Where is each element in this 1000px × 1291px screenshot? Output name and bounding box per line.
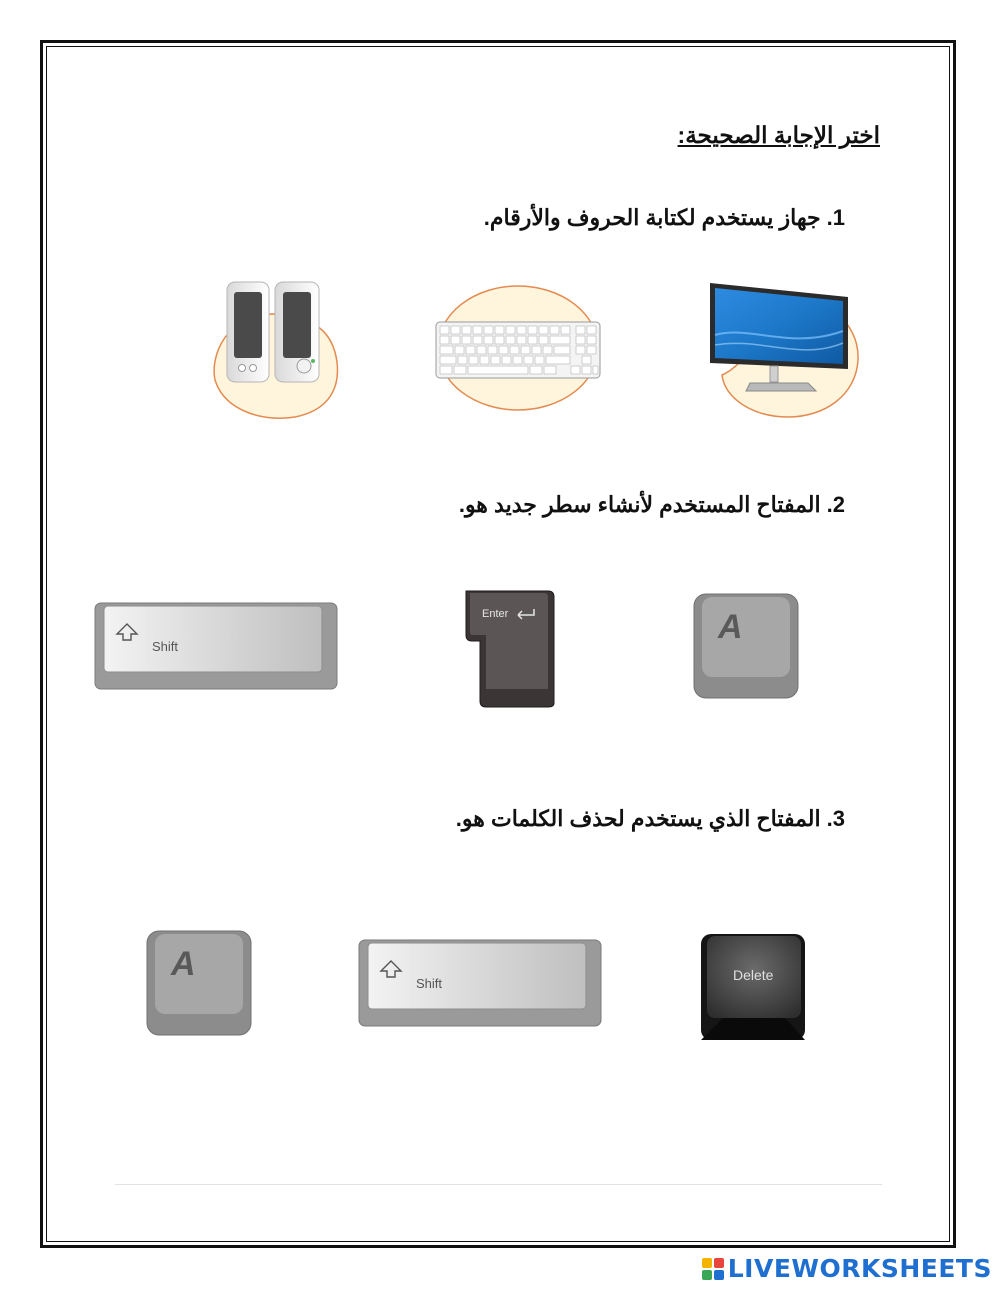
a-key-label: A (718, 608, 743, 646)
a-key-top (155, 934, 243, 1014)
question-1-text: جهاز يستخدم لكتابة الحروف والأرقام. (483, 205, 821, 230)
brand-name: LIVEWORKSHEETS (727, 1254, 992, 1283)
bottom-divider (115, 1184, 882, 1185)
question-2-number: 2. (826, 492, 845, 517)
question-1 (484, 205, 845, 231)
q2-option-shift-key[interactable] (92, 600, 340, 692)
monitor-stand (746, 383, 816, 391)
brand-logo[interactable] (702, 1254, 992, 1283)
a-key-label: A (171, 945, 196, 983)
question-2 (459, 492, 845, 518)
shift-key-top (368, 943, 586, 1009)
left-speaker-grille (234, 292, 262, 358)
monitor-neck (770, 366, 778, 382)
question-3-text: المفتاح الذي يستخدم لحذف الكلمات هو. (455, 806, 821, 831)
delete-key-label: Delete (733, 967, 774, 983)
q3-option-a-key[interactable] (143, 927, 255, 1039)
liveworksheets-logo-icon (702, 1258, 724, 1280)
question-2-text: المفتاح المستخدم لأنشاء سطر جديد هو. (458, 492, 821, 517)
monitor-screen (715, 288, 843, 364)
a-key-top (702, 597, 790, 677)
option-speakers[interactable] (205, 262, 345, 424)
shift-key-top (104, 606, 322, 672)
shift-key-label: Shift (152, 639, 179, 654)
shift-key-label: Shift (416, 976, 443, 991)
question-1-number: 1. (826, 205, 845, 230)
question-3 (456, 806, 845, 832)
q2-option-enter-key[interactable] (460, 585, 558, 711)
question-3-number: 3. (826, 806, 845, 831)
left-speaker-knob2-icon (250, 365, 257, 372)
power-led-icon (311, 359, 315, 363)
q2-option-a-key[interactable] (690, 590, 802, 702)
q3-option-delete-key[interactable] (697, 928, 811, 1046)
volume-knob-icon (297, 359, 311, 373)
q3-option-shift-key[interactable] (356, 937, 604, 1029)
right-speaker-grille (283, 292, 311, 358)
enter-key-label: Enter (482, 608, 509, 620)
instruction-heading: اختر الإجابة الصحيحة: (677, 122, 880, 148)
left-speaker-knob-icon (239, 365, 246, 372)
option-monitor[interactable] (700, 265, 865, 420)
option-keyboard[interactable] (430, 272, 610, 420)
